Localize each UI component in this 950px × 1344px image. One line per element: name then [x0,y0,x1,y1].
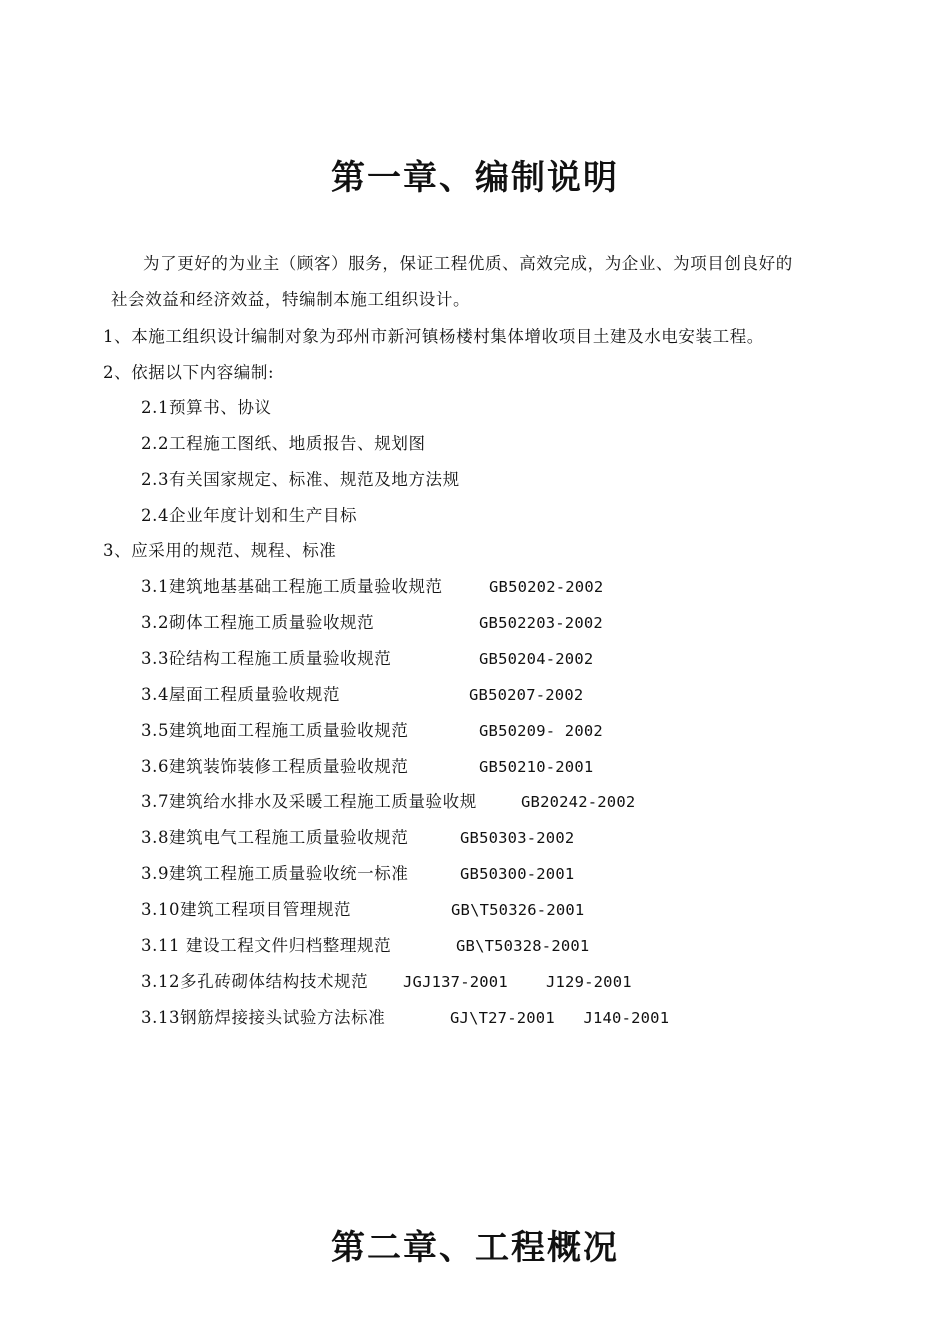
basis-item: 2.2工程施工图纸、地质报告、规划图 [141,434,426,453]
basis-item: 2.1预算书、协议 [141,398,272,417]
basis-item: 2.4企业年度计划和生产目标 [141,506,358,525]
item-1: 1、本施工组织设计编制对象为邳州市新河镇杨楼村集体增收项目土建及水电安装工程。 [103,327,764,346]
standard-code: GB50303-2002 [460,829,575,847]
standard-name: 3.7建筑给水排水及采暖工程施工质量验收规 [141,792,477,811]
standard-code: GB502203-2002 [479,614,603,632]
standard-code: GB\T50328-2001 [456,937,590,955]
standard-code: GB50204-2002 [479,650,594,668]
standard-code: GB50202-2002 [489,578,604,596]
standard-name: 3.10建筑工程项目管理规范 [141,900,352,919]
standard-name: 3.9建筑工程施工质量验收统一标准 [141,864,409,883]
standard-name: 3.5建筑地面工程施工质量验收规范 [141,721,409,740]
standard-code: JGJ137-2001 J129-2001 [403,973,632,991]
standard-code: GJ\T27-2001 J140-2001 [450,1009,670,1027]
item-3: 3、应采用的规范、规程、标准 [103,541,337,560]
standard-code: GB20242-2002 [521,793,636,811]
standard-name: 3.6建筑装饰装修工程质量验收规范 [141,757,409,776]
item-2: 2、依据以下内容编制: [103,363,275,382]
chapter-2-title: 第二章、工程概况 [331,1228,619,1268]
standard-name: 3.11 建设工程文件归档整理规范 [141,936,392,955]
basis-item: 2.3有关国家规定、标准、规范及地方法规 [141,470,460,489]
intro-line-2: 社会效益和经济效益，特编制本施工组织设计。 [111,290,471,309]
standard-code: GB50210-2001 [479,758,594,776]
standard-code: GB\T50326-2001 [451,901,585,919]
standard-code: GB50300-2001 [460,865,575,883]
standard-name: 3.4屋面工程质量验收规范 [141,685,341,704]
standard-name: 3.1建筑地基基础工程施工质量验收规范 [141,577,443,596]
chapter-1-title: 第一章、编制说明 [331,158,619,198]
standard-name: 3.8建筑电气工程施工质量验收规范 [141,828,409,847]
standard-code: GB50207-2002 [469,686,584,704]
intro-line-1: 为了更好的为业主（顾客）服务，保证工程优质、高效完成，为企业、为项目创良好的 [143,254,793,273]
standard-name: 3.12多孔砖砌体结构技术规范 [141,972,369,991]
standard-name: 3.3砼结构工程施工质量验收规范 [141,649,392,668]
standard-name: 3.2砌体工程施工质量验收规范 [141,613,375,632]
standard-name: 3.13钢筋焊接接头试验方法标准 [141,1008,386,1027]
standard-code: GB50209- 2002 [479,722,603,740]
